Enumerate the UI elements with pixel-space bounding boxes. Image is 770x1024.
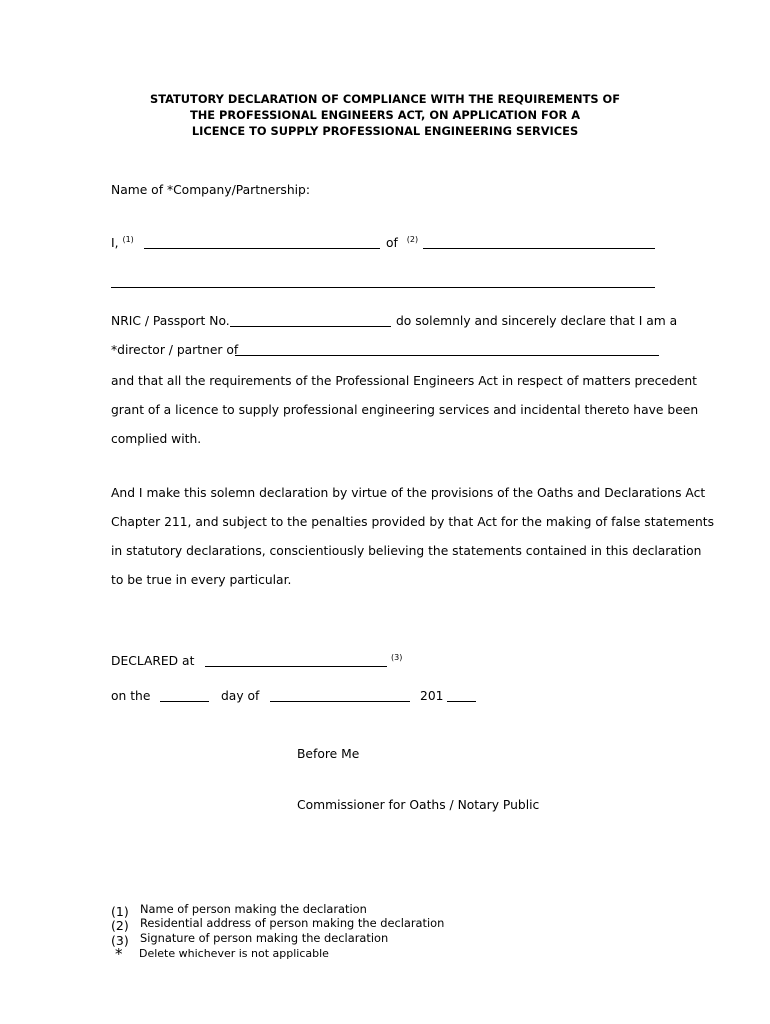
nric-label: NRIC / Passport No. <box>111 314 230 328</box>
title-line-3: LICENCE TO SUPPLY PROFESSIONAL ENGINEERING SERVICES <box>191 124 579 138</box>
footnote-1-text: Name of person making the declaration <box>140 902 367 916</box>
document-title <box>0 91 770 139</box>
of-label-group <box>386 236 418 250</box>
declarant-name-field[interactable] <box>144 248 380 249</box>
footnote-3-text: Signature of person making the declaration <box>140 931 389 945</box>
title-line-1: STATUTORY DECLARATION OF COMPLIANCE WITH THE REQUIREMENTS OF <box>150 92 620 106</box>
declare-text: do solemnly and sincerely declare that I am a <box>396 314 678 328</box>
address-field-1[interactable] <box>423 248 655 249</box>
note-2-marker: (2) <box>406 235 419 244</box>
nric-field[interactable] <box>230 326 391 327</box>
address-field-2[interactable] <box>111 287 655 288</box>
of-label: of <box>386 236 398 250</box>
year-field[interactable] <box>447 701 476 702</box>
footnote-1-marker: (1) <box>111 904 129 919</box>
footnote-2-text: Residential address of person making the declaration <box>140 916 445 930</box>
i-label: I, <box>111 236 119 250</box>
para2-line-1: And I make this solemn declaration by virtue of the provisions of the Oaths and Declarations Act <box>111 486 706 500</box>
footnote-4 <box>115 944 329 963</box>
declarant-label <box>111 236 134 250</box>
on-the-label: on the <box>111 689 151 703</box>
para2-line-3: in statutory declarations, conscientiously believing the statements contained in this declaration <box>111 544 702 558</box>
footnote-2-marker: (2) <box>111 918 129 933</box>
para2-line-4: to be true in every particular. <box>111 573 292 587</box>
footnote-3-marker: (3) <box>111 933 129 948</box>
year-prefix: 201 <box>420 689 444 703</box>
day-of-label: day of <box>221 689 260 703</box>
director-label: *director / partner of <box>111 343 239 357</box>
para1-line-3: complied with. <box>111 432 202 446</box>
note-1-marker: (1) <box>122 235 134 244</box>
declared-at-label: DECLARED at <box>111 654 195 668</box>
note-3-marker: (3) <box>391 653 403 662</box>
para2-line-2: Chapter 211, and subject to the penalties provided by that Act for the making of false statements <box>111 515 715 529</box>
company-label: Name of *Company/Partnership: <box>111 183 310 197</box>
para1-line-1: and that all the requirements of the Professional Engineers Act in respect of matters precedent <box>111 374 697 388</box>
month-field[interactable] <box>270 701 410 702</box>
before-me-label: Before Me <box>297 747 360 761</box>
day-field[interactable] <box>160 701 209 702</box>
company-name-field[interactable] <box>235 355 659 356</box>
commissioner-label: Commissioner for Oaths / Notary Public <box>297 798 540 812</box>
footnote-4-text: Delete whichever is not applicable <box>139 947 329 960</box>
declared-at-field[interactable] <box>205 666 387 667</box>
para1-line-2: grant of a licence to supply professional engineering services and incidental thereto have been <box>111 403 699 417</box>
footnote-4-marker: * <box>115 945 123 963</box>
title-line-2: THE PROFESSIONAL ENGINEERS ACT, ON APPLICATION FOR A <box>189 108 581 122</box>
